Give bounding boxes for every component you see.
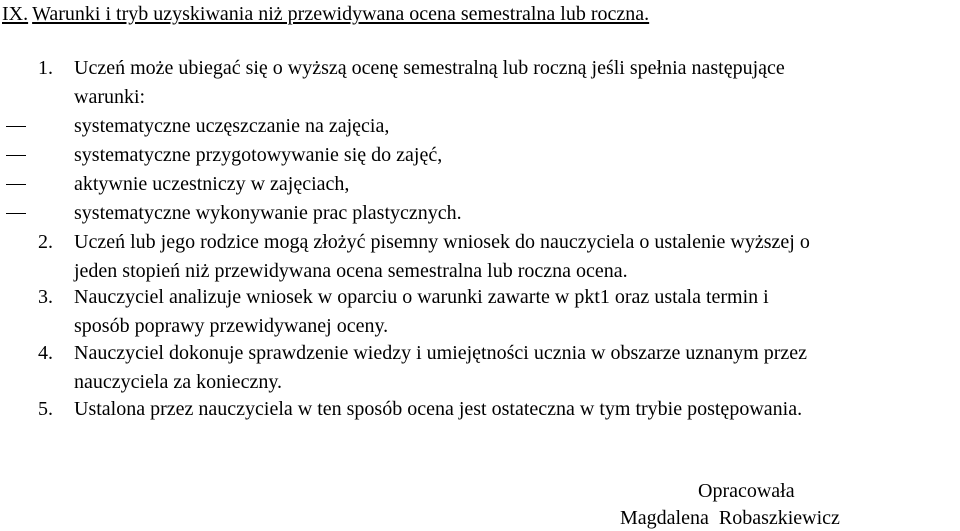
dash-bullet bbox=[6, 213, 26, 214]
signature-name: Magdalena Robaszkiewicz bbox=[620, 507, 840, 529]
item-number: 3. bbox=[38, 286, 53, 308]
condition-item: systematyczne uczęszczanie na zajęcia, bbox=[74, 115, 390, 137]
dash-bullet bbox=[6, 126, 26, 127]
condition-item: systematyczne przygotowywanie się do zajęć, bbox=[74, 144, 443, 166]
item-text-line: warunki: bbox=[74, 86, 146, 108]
condition-item: systematyczne wykonywanie prac plastycznych. bbox=[74, 202, 462, 224]
item-text-line: Uczeń lub jego rodzice mogą złożyć pisemny wniosek do nauczyciela o ustalenie wyższej o bbox=[74, 231, 810, 253]
item-text-line: jeden stopień niż przewidywana ocena semestralna lub roczna ocena. bbox=[74, 260, 628, 282]
section-title: Warunki i tryb uzyskiwania niż przewidywana ocena semestralna lub roczna. bbox=[32, 3, 650, 25]
dash-bullet bbox=[6, 184, 26, 185]
item-number: 2. bbox=[38, 231, 53, 253]
item-text-line: sposób poprawy przewidywanej oceny. bbox=[74, 315, 389, 337]
item-number: 4. bbox=[38, 342, 53, 364]
signature-label: Opracowała bbox=[698, 480, 795, 502]
condition-item: aktywnie uczestniczy w zajęciach, bbox=[74, 173, 350, 195]
section-heading bbox=[2, 1, 649, 27]
item-text-line: Nauczyciel analizuje wniosek w oparciu o warunki zawarte w pkt1 oraz ustala termin i bbox=[74, 286, 769, 308]
item-text-line: Ustalona przez nauczyciela w ten sposób ocena jest ostateczna w tym trybie postępowania. bbox=[74, 398, 803, 420]
item-number: 1. bbox=[38, 57, 53, 79]
item-number: 5. bbox=[38, 398, 53, 420]
dash-bullet bbox=[6, 155, 26, 156]
section-number: IX. bbox=[2, 3, 29, 25]
item-text-line: Nauczyciel dokonuje sprawdzenie wiedzy i umiejętności ucznia w obszarze uznanym przez bbox=[74, 342, 808, 364]
item-text-line: nauczyciela za konieczny. bbox=[74, 371, 283, 393]
item-text-line: Uczeń może ubiegać się o wyższą ocenę semestralną lub roczną jeśli spełnia następujące bbox=[74, 57, 785, 79]
